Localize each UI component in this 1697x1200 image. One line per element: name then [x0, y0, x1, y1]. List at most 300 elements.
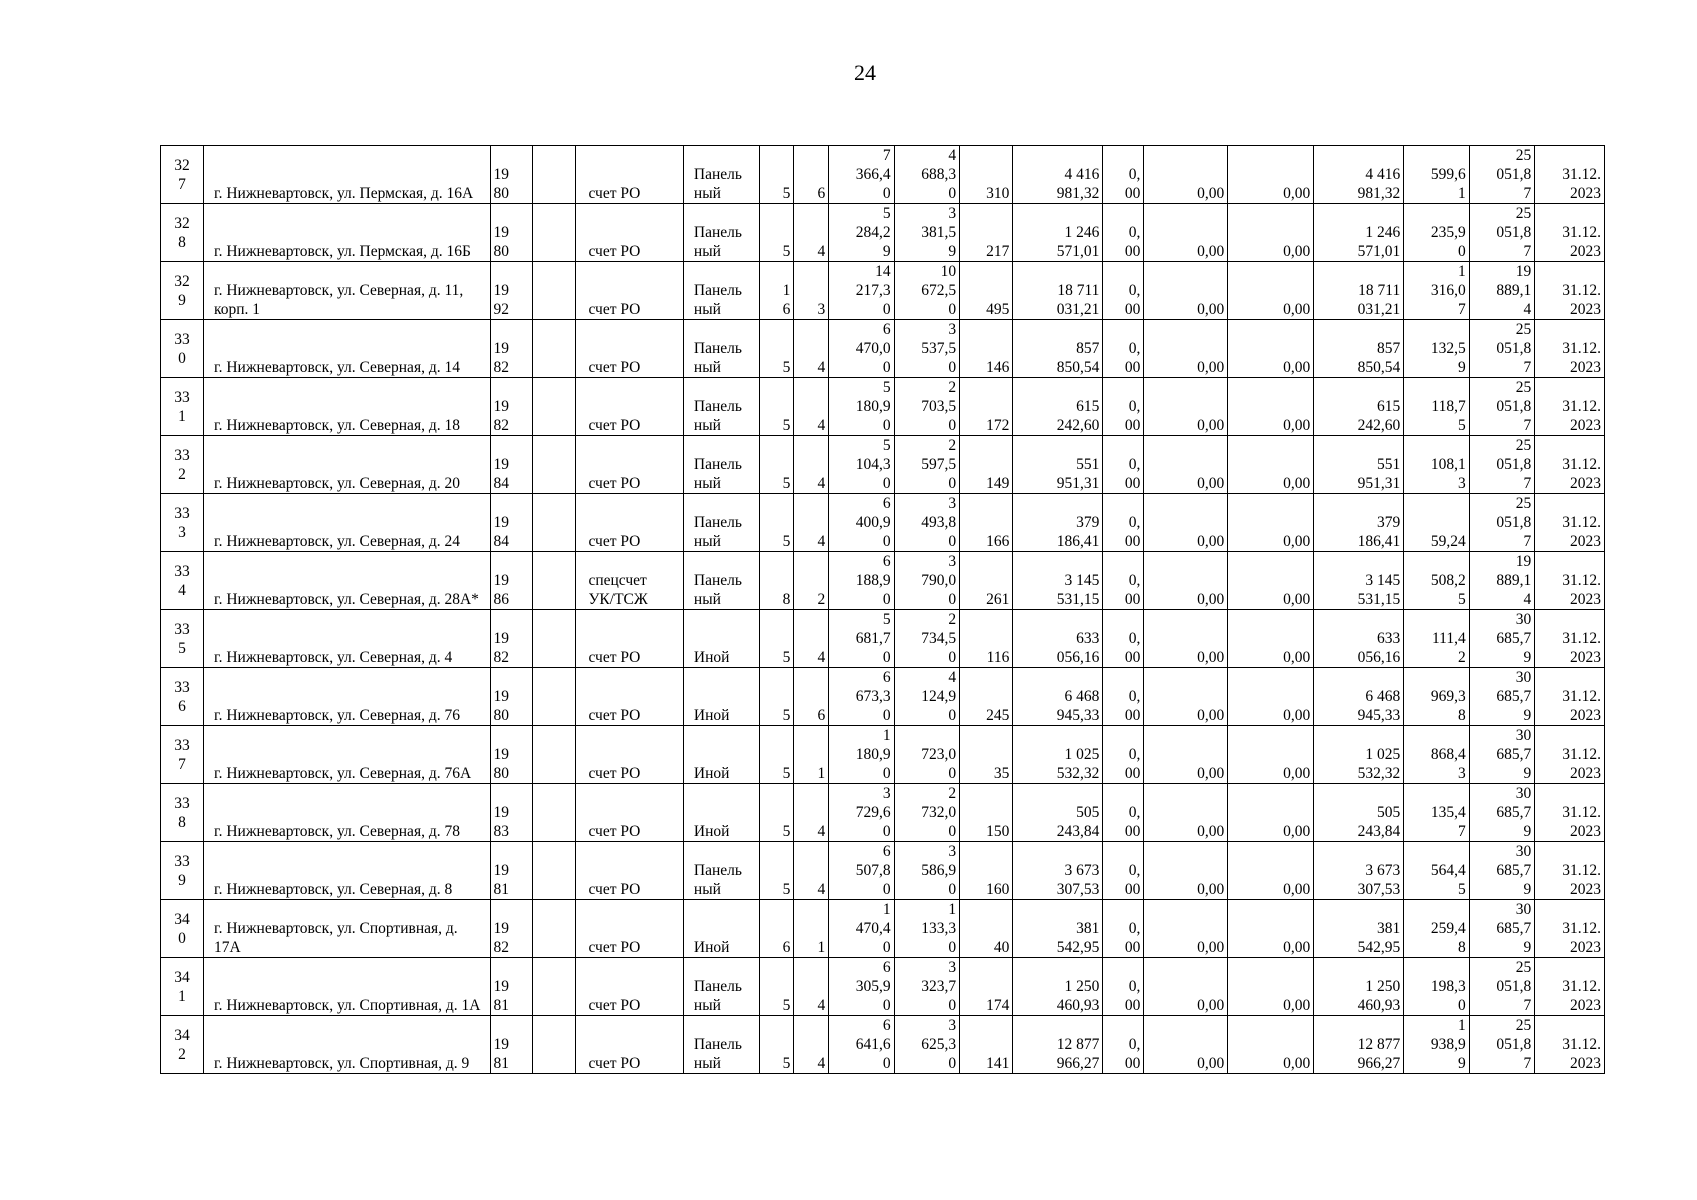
residents-cell: 166: [960, 494, 1013, 552]
regional-budget-cell: 0,00: [1144, 146, 1228, 204]
total-area-cell: 6 673,3 0: [829, 668, 894, 726]
wall-material-cell: Панель ный: [683, 494, 759, 552]
row-number: 34 0: [161, 900, 204, 958]
regional-budget-cell: 0,00: [1144, 1016, 1228, 1074]
cost-limit-cell: 25 051,8 7: [1469, 436, 1534, 494]
address-cell: г. Нижневартовск, ул. Северная, д. 11, корп. 1: [203, 262, 490, 320]
regional-budget-cell: 0,00: [1144, 726, 1228, 784]
entrances-cell: 3: [794, 262, 829, 320]
floors-cell: 5: [759, 378, 794, 436]
table-row: [161, 784, 1605, 842]
fund-cost-cell: 0, 00: [1103, 610, 1144, 668]
wall-material-cell: Панель ный: [683, 958, 759, 1016]
total-cost-cell: 4 416 981,32: [1013, 146, 1103, 204]
total-area-cell: 1 180,9 0: [829, 726, 894, 784]
row-number: 33 8: [161, 784, 204, 842]
table-row: [161, 552, 1605, 610]
entrances-cell: 4: [794, 378, 829, 436]
floors-cell: 5: [759, 958, 794, 1016]
municipal-budget-cell: 0,00: [1228, 900, 1314, 958]
owners-funds-cell: 857 850,54: [1314, 320, 1404, 378]
deadline-cell: 31.12. 2023: [1535, 262, 1605, 320]
deadline-cell: 31.12. 2023: [1535, 668, 1605, 726]
total-cost-cell: 18 711 031,21: [1013, 262, 1103, 320]
owners-funds-cell: 12 877 966,27: [1314, 1016, 1404, 1074]
cost-per-m2-cell: 1 316,0 7: [1404, 262, 1469, 320]
year-cell: 19 82: [490, 378, 533, 436]
row-number: 33 2: [161, 436, 204, 494]
address-cell: г. Нижневартовск, ул. Спортивная, д. 1А: [203, 958, 490, 1016]
cost-per-m2-cell: 135,4 7: [1404, 784, 1469, 842]
total-area-cell: 3 729,6 0: [829, 784, 894, 842]
living-area-cell: 10 672,5 0: [894, 262, 959, 320]
total-area-cell: 1 470,4 0: [829, 900, 894, 958]
year-cell: 19 83: [490, 784, 533, 842]
residents-cell: 160: [960, 842, 1013, 900]
total-area-cell: 7 366,4 0: [829, 146, 894, 204]
account-type-cell: счет РО: [576, 958, 683, 1016]
account-type-cell: счет РО: [576, 146, 683, 204]
municipal-budget-cell: 0,00: [1228, 958, 1314, 1016]
empty-cell: [533, 378, 576, 436]
fund-cost-cell: 0, 00: [1103, 320, 1144, 378]
total-cost-cell: 12 877 966,27: [1013, 1016, 1103, 1074]
regional-budget-cell: 0,00: [1144, 320, 1228, 378]
cost-per-m2-cell: 132,5 9: [1404, 320, 1469, 378]
residents-cell: 40: [960, 900, 1013, 958]
owners-funds-cell: 1 025 532,32: [1314, 726, 1404, 784]
address-cell: г. Нижневартовск, ул. Северная, д. 78: [203, 784, 490, 842]
regional-budget-cell: 0,00: [1144, 668, 1228, 726]
residents-cell: 174: [960, 958, 1013, 1016]
total-cost-cell: 379 186,41: [1013, 494, 1103, 552]
table-row: [161, 610, 1605, 668]
cost-per-m2-cell: 969,3 8: [1404, 668, 1469, 726]
empty-cell: [533, 668, 576, 726]
fund-cost-cell: 0, 00: [1103, 146, 1144, 204]
residents-cell: 116: [960, 610, 1013, 668]
table-row: [161, 842, 1605, 900]
year-cell: 19 80: [490, 146, 533, 204]
cost-per-m2-cell: 508,2 5: [1404, 552, 1469, 610]
municipal-budget-cell: 0,00: [1228, 842, 1314, 900]
wall-material-cell: Панель ный: [683, 146, 759, 204]
entrances-cell: 4: [794, 436, 829, 494]
fund-cost-cell: 0, 00: [1103, 900, 1144, 958]
regional-budget-cell: 0,00: [1144, 610, 1228, 668]
cost-per-m2-cell: 198,3 0: [1404, 958, 1469, 1016]
entrances-cell: 1: [794, 726, 829, 784]
regional-budget-cell: 0,00: [1144, 494, 1228, 552]
cost-limit-cell: 30 685,7 9: [1469, 784, 1534, 842]
account-type-cell: счет РО: [576, 726, 683, 784]
cost-limit-cell: 25 051,8 7: [1469, 494, 1534, 552]
municipal-budget-cell: 0,00: [1228, 436, 1314, 494]
wall-material-cell: Иной: [683, 900, 759, 958]
total-cost-cell: 633 056,16: [1013, 610, 1103, 668]
address-cell: г. Нижневартовск, ул. Северная, д. 76: [203, 668, 490, 726]
cost-limit-cell: 30 685,7 9: [1469, 900, 1534, 958]
row-number: 34 1: [161, 958, 204, 1016]
deadline-cell: 31.12. 2023: [1535, 958, 1605, 1016]
table-row: [161, 726, 1605, 784]
entrances-cell: 6: [794, 146, 829, 204]
total-cost-cell: 551 951,31: [1013, 436, 1103, 494]
table-row: [161, 668, 1605, 726]
deadline-cell: 31.12. 2023: [1535, 204, 1605, 262]
row-number: 33 1: [161, 378, 204, 436]
living-area-cell: 3 381,5 9: [894, 204, 959, 262]
table-row: [161, 494, 1605, 552]
living-area-cell: 2 732,0 0: [894, 784, 959, 842]
wall-material-cell: Панель ный: [683, 842, 759, 900]
empty-cell: [533, 320, 576, 378]
living-area-cell: 4 124,9 0: [894, 668, 959, 726]
address-cell: г. Нижневартовск, ул. Северная, д. 14: [203, 320, 490, 378]
regional-budget-cell: 0,00: [1144, 784, 1228, 842]
cost-per-m2-cell: 118,7 5: [1404, 378, 1469, 436]
cost-per-m2-cell: 1 938,9 9: [1404, 1016, 1469, 1074]
living-area-cell: 1 133,3 0: [894, 900, 959, 958]
wall-material-cell: Иной: [683, 668, 759, 726]
year-cell: 19 80: [490, 726, 533, 784]
fund-cost-cell: 0, 00: [1103, 378, 1144, 436]
cost-limit-cell: 30 685,7 9: [1469, 842, 1534, 900]
wall-material-cell: Панель ный: [683, 320, 759, 378]
empty-cell: [533, 900, 576, 958]
regional-budget-cell: 0,00: [1144, 204, 1228, 262]
account-type-cell: счет РО: [576, 784, 683, 842]
municipal-budget-cell: 0,00: [1228, 552, 1314, 610]
living-area-cell: 2 597,5 0: [894, 436, 959, 494]
empty-cell: [533, 958, 576, 1016]
deadline-cell: 31.12. 2023: [1535, 320, 1605, 378]
cost-limit-cell: 30 685,7 9: [1469, 668, 1534, 726]
owners-funds-cell: 6 468 945,33: [1314, 668, 1404, 726]
fund-cost-cell: 0, 00: [1103, 494, 1144, 552]
address-cell: г. Нижневартовск, ул. Спортивная, д. 17А: [203, 900, 490, 958]
account-type-cell: счет РО: [576, 842, 683, 900]
floors-cell: 5: [759, 784, 794, 842]
living-area-cell: 3 586,9 0: [894, 842, 959, 900]
total-area-cell: 6 470,0 0: [829, 320, 894, 378]
owners-funds-cell: 551 951,31: [1314, 436, 1404, 494]
table-row: [161, 1016, 1605, 1074]
year-cell: 19 80: [490, 204, 533, 262]
deadline-cell: 31.12. 2023: [1535, 146, 1605, 204]
fund-cost-cell: 0, 00: [1103, 842, 1144, 900]
residents-cell: 149: [960, 436, 1013, 494]
owners-funds-cell: 633 056,16: [1314, 610, 1404, 668]
cost-per-m2-cell: 259,4 8: [1404, 900, 1469, 958]
floors-cell: 5: [759, 146, 794, 204]
entrances-cell: 4: [794, 204, 829, 262]
floors-cell: 5: [759, 436, 794, 494]
cost-per-m2-cell: 108,1 3: [1404, 436, 1469, 494]
floors-cell: 6: [759, 900, 794, 958]
deadline-cell: 31.12. 2023: [1535, 900, 1605, 958]
wall-material-cell: Иной: [683, 784, 759, 842]
total-cost-cell: 615 242,60: [1013, 378, 1103, 436]
entrances-cell: 4: [794, 320, 829, 378]
year-cell: 19 84: [490, 436, 533, 494]
total-cost-cell: 381 542,95: [1013, 900, 1103, 958]
entrances-cell: 4: [794, 610, 829, 668]
deadline-cell: 31.12. 2023: [1535, 436, 1605, 494]
address-cell: г. Нижневартовск, ул. Северная, д. 18: [203, 378, 490, 436]
account-type-cell: счет РО: [576, 204, 683, 262]
floors-cell: 5: [759, 726, 794, 784]
municipal-budget-cell: 0,00: [1228, 610, 1314, 668]
table-row: [161, 146, 1605, 204]
row-number: 34 2: [161, 1016, 204, 1074]
regional-budget-cell: 0,00: [1144, 552, 1228, 610]
deadline-cell: 31.12. 2023: [1535, 842, 1605, 900]
account-type-cell: счет РО: [576, 320, 683, 378]
cost-limit-cell: 25 051,8 7: [1469, 1016, 1534, 1074]
row-number: 33 9: [161, 842, 204, 900]
deadline-cell: 31.12. 2023: [1535, 378, 1605, 436]
entrances-cell: 4: [794, 1016, 829, 1074]
row-number: 33 4: [161, 552, 204, 610]
empty-cell: [533, 784, 576, 842]
regional-budget-cell: 0,00: [1144, 842, 1228, 900]
residents-cell: 217: [960, 204, 1013, 262]
regional-budget-cell: 0,00: [1144, 262, 1228, 320]
table-row: [161, 262, 1605, 320]
living-area-cell: 3 537,5 0: [894, 320, 959, 378]
account-type-cell: счет РО: [576, 668, 683, 726]
regional-budget-cell: 0,00: [1144, 436, 1228, 494]
municipal-budget-cell: 0,00: [1228, 204, 1314, 262]
floors-cell: 5: [759, 668, 794, 726]
account-type-cell: счет РО: [576, 610, 683, 668]
empty-cell: [533, 1016, 576, 1074]
account-type-cell: счет РО: [576, 262, 683, 320]
empty-cell: [533, 726, 576, 784]
address-cell: г. Нижневартовск, ул. Северная, д. 76А: [203, 726, 490, 784]
living-area-cell: 3 493,8 0: [894, 494, 959, 552]
wall-material-cell: Панель ный: [683, 378, 759, 436]
deadline-cell: 31.12. 2023: [1535, 784, 1605, 842]
year-cell: 19 82: [490, 320, 533, 378]
floors-cell: 5: [759, 320, 794, 378]
row-number: 33 3: [161, 494, 204, 552]
total-cost-cell: 3 145 531,15: [1013, 552, 1103, 610]
year-cell: 19 81: [490, 1016, 533, 1074]
table-row: [161, 958, 1605, 1016]
address-cell: г. Нижневартовск, ул. Пермская, д. 16А: [203, 146, 490, 204]
floors-cell: 5: [759, 204, 794, 262]
total-cost-cell: 6 468 945,33: [1013, 668, 1103, 726]
fund-cost-cell: 0, 00: [1103, 668, 1144, 726]
residents-cell: 261: [960, 552, 1013, 610]
residents-cell: 245: [960, 668, 1013, 726]
floors-cell: 5: [759, 610, 794, 668]
fund-cost-cell: 0, 00: [1103, 784, 1144, 842]
total-cost-cell: 1 246 571,01: [1013, 204, 1103, 262]
address-cell: г. Нижневартовск, ул. Северная, д. 20: [203, 436, 490, 494]
table-row: [161, 900, 1605, 958]
empty-cell: [533, 146, 576, 204]
total-area-cell: 5 104,3 0: [829, 436, 894, 494]
cost-limit-cell: 25 051,8 7: [1469, 204, 1534, 262]
owners-funds-cell: 1 250 460,93: [1314, 958, 1404, 1016]
table-row: [161, 436, 1605, 494]
housing-registry-table: [160, 145, 1605, 1074]
cost-per-m2-cell: 564,4 5: [1404, 842, 1469, 900]
cost-limit-cell: 25 051,8 7: [1469, 146, 1534, 204]
empty-cell: [533, 842, 576, 900]
total-area-cell: 6 188,9 0: [829, 552, 894, 610]
owners-funds-cell: 615 242,60: [1314, 378, 1404, 436]
deadline-cell: 31.12. 2023: [1535, 1016, 1605, 1074]
residents-cell: 35: [960, 726, 1013, 784]
address-cell: г. Нижневартовск, ул. Северная, д. 28А*: [203, 552, 490, 610]
living-area-cell: 2 734,5 0: [894, 610, 959, 668]
year-cell: 19 81: [490, 842, 533, 900]
wall-material-cell: Иной: [683, 726, 759, 784]
municipal-budget-cell: 0,00: [1228, 378, 1314, 436]
empty-cell: [533, 436, 576, 494]
wall-material-cell: Панель ный: [683, 1016, 759, 1074]
account-type-cell: спецсчет УК/ТСЖ: [576, 552, 683, 610]
floors-cell: 8: [759, 552, 794, 610]
table-row: [161, 378, 1605, 436]
fund-cost-cell: 0, 00: [1103, 204, 1144, 262]
account-type-cell: счет РО: [576, 900, 683, 958]
living-area-cell: 3 790,0 0: [894, 552, 959, 610]
owners-funds-cell: 18 711 031,21: [1314, 262, 1404, 320]
year-cell: 19 82: [490, 610, 533, 668]
year-cell: 19 92: [490, 262, 533, 320]
address-cell: г. Нижневартовск, ул. Северная, д. 24: [203, 494, 490, 552]
cost-per-m2-cell: 111,4 2: [1404, 610, 1469, 668]
cost-limit-cell: 19 889,1 4: [1469, 262, 1534, 320]
residents-cell: 495: [960, 262, 1013, 320]
total-cost-cell: 1 250 460,93: [1013, 958, 1103, 1016]
year-cell: 19 86: [490, 552, 533, 610]
residents-cell: 146: [960, 320, 1013, 378]
total-area-cell: 14 217,3 0: [829, 262, 894, 320]
municipal-budget-cell: 0,00: [1228, 494, 1314, 552]
deadline-cell: 31.12. 2023: [1535, 726, 1605, 784]
fund-cost-cell: 0, 00: [1103, 262, 1144, 320]
entrances-cell: 1: [794, 900, 829, 958]
cost-limit-cell: 25 051,8 7: [1469, 958, 1534, 1016]
total-area-cell: 5 284,2 9: [829, 204, 894, 262]
total-cost-cell: 857 850,54: [1013, 320, 1103, 378]
regional-budget-cell: 0,00: [1144, 900, 1228, 958]
cost-limit-cell: 30 685,7 9: [1469, 726, 1534, 784]
empty-cell: [533, 262, 576, 320]
living-area-cell: 723,0 0: [894, 726, 959, 784]
year-cell: 19 82: [490, 900, 533, 958]
entrances-cell: 6: [794, 668, 829, 726]
address-cell: г. Нижневартовск, ул. Северная, д. 8: [203, 842, 490, 900]
residents-cell: 172: [960, 378, 1013, 436]
account-type-cell: счет РО: [576, 1016, 683, 1074]
floors-cell: 5: [759, 494, 794, 552]
owners-funds-cell: 4 416 981,32: [1314, 146, 1404, 204]
account-type-cell: счет РО: [576, 494, 683, 552]
row-number: 32 8: [161, 204, 204, 262]
cost-limit-cell: 25 051,8 7: [1469, 320, 1534, 378]
municipal-budget-cell: 0,00: [1228, 1016, 1314, 1074]
address-cell: г. Нижневартовск, ул. Северная, д. 4: [203, 610, 490, 668]
wall-material-cell: Панель ный: [683, 262, 759, 320]
fund-cost-cell: 0, 00: [1103, 726, 1144, 784]
year-cell: 19 81: [490, 958, 533, 1016]
deadline-cell: 31.12. 2023: [1535, 610, 1605, 668]
wall-material-cell: Иной: [683, 610, 759, 668]
total-area-cell: 5 180,9 0: [829, 378, 894, 436]
cost-per-m2-cell: 599,6 1: [1404, 146, 1469, 204]
row-number: 32 9: [161, 262, 204, 320]
owners-funds-cell: 1 246 571,01: [1314, 204, 1404, 262]
entrances-cell: 4: [794, 494, 829, 552]
cost-limit-cell: 30 685,7 9: [1469, 610, 1534, 668]
row-number: 33 5: [161, 610, 204, 668]
cost-per-m2-cell: 59,24: [1404, 494, 1469, 552]
residents-cell: 150: [960, 784, 1013, 842]
account-type-cell: счет РО: [576, 436, 683, 494]
residents-cell: 310: [960, 146, 1013, 204]
living-area-cell: 4 688,3 0: [894, 146, 959, 204]
empty-cell: [533, 610, 576, 668]
total-cost-cell: 3 673 307,53: [1013, 842, 1103, 900]
empty-cell: [533, 204, 576, 262]
living-area-cell: 2 703,5 0: [894, 378, 959, 436]
municipal-budget-cell: 0,00: [1228, 146, 1314, 204]
total-area-cell: 6 507,8 0: [829, 842, 894, 900]
entrances-cell: 4: [794, 958, 829, 1016]
year-cell: 19 80: [490, 668, 533, 726]
wall-material-cell: Панель ный: [683, 436, 759, 494]
wall-material-cell: Панель ный: [683, 552, 759, 610]
floors-cell: 1 6: [759, 262, 794, 320]
total-area-cell: 6 305,9 0: [829, 958, 894, 1016]
page-number: 24: [854, 60, 876, 85]
fund-cost-cell: 0, 00: [1103, 958, 1144, 1016]
living-area-cell: 3 625,3 0: [894, 1016, 959, 1074]
year-cell: 19 84: [490, 494, 533, 552]
cost-limit-cell: 25 051,8 7: [1469, 378, 1534, 436]
residents-cell: 141: [960, 1016, 1013, 1074]
row-number: 33 7: [161, 726, 204, 784]
row-number: 32 7: [161, 146, 204, 204]
fund-cost-cell: 0, 00: [1103, 436, 1144, 494]
cost-limit-cell: 19 889,1 4: [1469, 552, 1534, 610]
total-area-cell: 6 641,6 0: [829, 1016, 894, 1074]
entrances-cell: 4: [794, 842, 829, 900]
table-row: [161, 204, 1605, 262]
total-cost-cell: 505 243,84: [1013, 784, 1103, 842]
total-cost-cell: 1 025 532,32: [1013, 726, 1103, 784]
table-row: [161, 320, 1605, 378]
deadline-cell: 31.12. 2023: [1535, 494, 1605, 552]
address-cell: г. Нижневартовск, ул. Спортивная, д. 9: [203, 1016, 490, 1074]
floors-cell: 5: [759, 842, 794, 900]
floors-cell: 5: [759, 1016, 794, 1074]
fund-cost-cell: 0, 00: [1103, 1016, 1144, 1074]
entrances-cell: 4: [794, 784, 829, 842]
owners-funds-cell: 505 243,84: [1314, 784, 1404, 842]
regional-budget-cell: 0,00: [1144, 958, 1228, 1016]
account-type-cell: счет РО: [576, 378, 683, 436]
row-number: 33 6: [161, 668, 204, 726]
deadline-cell: 31.12. 2023: [1535, 552, 1605, 610]
